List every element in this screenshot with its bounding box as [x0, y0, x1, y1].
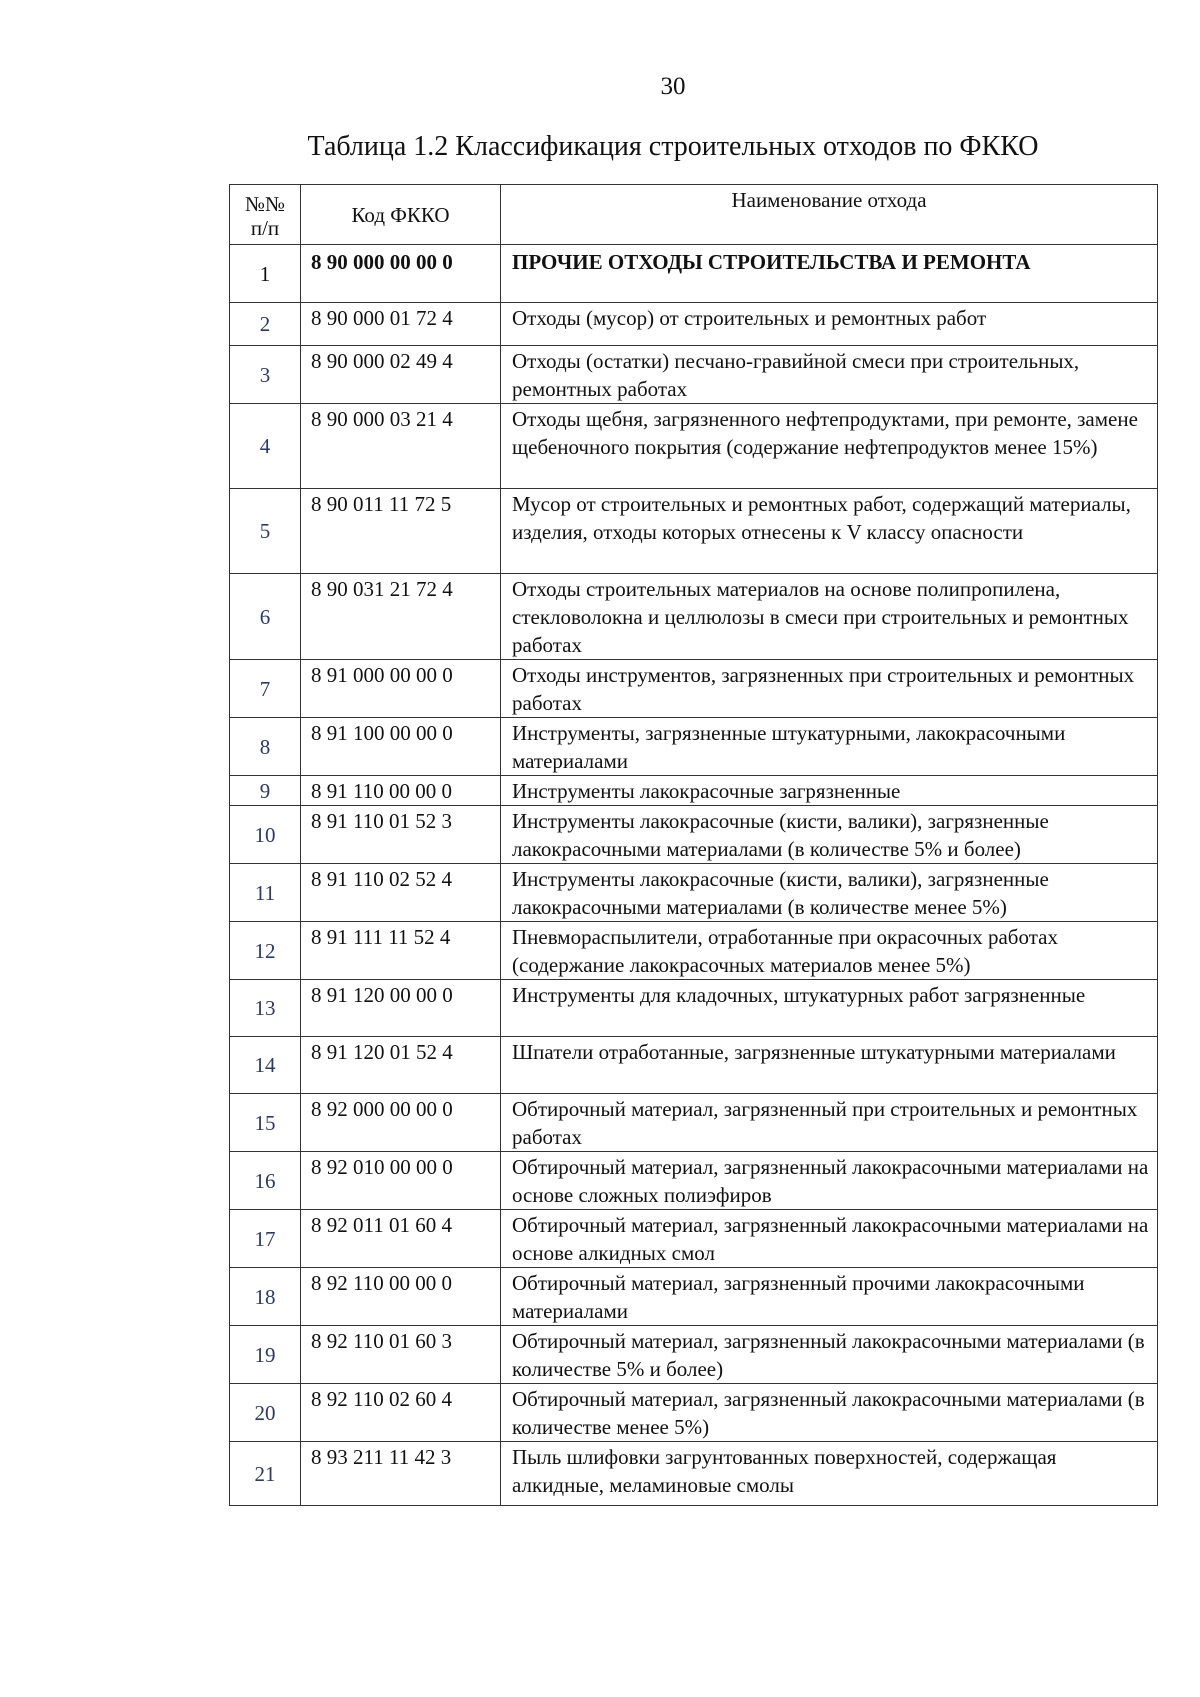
row-code: 8 92 011 01 60 4 — [301, 1210, 501, 1268]
row-number: 12 — [230, 922, 301, 980]
row-code: 8 90 000 03 21 4 — [301, 404, 501, 489]
row-code: 8 91 110 01 52 3 — [301, 806, 501, 864]
row-number: 19 — [230, 1326, 301, 1384]
row-number: 18 — [230, 1268, 301, 1326]
table-row — [230, 404, 1158, 489]
row-name: Обтирочный материал, загрязненный при строительных и ремонтных работах — [501, 1094, 1158, 1152]
table-row — [230, 245, 1158, 303]
row-name: Обтирочный материал, загрязненный прочими лакокрасочными материалами — [501, 1268, 1158, 1326]
row-code: 8 92 010 00 00 0 — [301, 1152, 501, 1210]
row-name: Отходы инструментов, загрязненных при строительных и ремонтных работах — [501, 660, 1158, 718]
row-number: 20 — [230, 1384, 301, 1442]
table-row — [230, 1152, 1158, 1210]
row-code: 8 92 110 02 60 4 — [301, 1384, 501, 1442]
row-code: 8 91 110 02 52 4 — [301, 864, 501, 922]
table-row — [230, 776, 1158, 806]
table-row — [230, 574, 1158, 660]
row-number: 3 — [230, 346, 301, 404]
table-row — [230, 806, 1158, 864]
table-row — [230, 1442, 1158, 1506]
row-name: Отходы строительных материалов на основе полипропилена, стекловолокна и целлюлозы в смеси при строительных и ремонтных работах — [501, 574, 1158, 660]
row-number: 17 — [230, 1210, 301, 1268]
row-name: Отходы (остатки) песчано-гравийной смеси при строительных, ремонтных работах — [501, 346, 1158, 404]
row-code: 8 90 000 01 72 4 — [301, 303, 501, 346]
table-row — [230, 922, 1158, 980]
row-code: 8 91 110 00 00 0 — [301, 776, 501, 806]
row-code: 8 90 000 02 49 4 — [301, 346, 501, 404]
row-code: 8 92 000 00 00 0 — [301, 1094, 501, 1152]
row-number: 9 — [230, 776, 301, 806]
row-number: 11 — [230, 864, 301, 922]
table-row — [230, 303, 1158, 346]
row-number: 4 — [230, 404, 301, 489]
header-code: Код ФККО — [301, 185, 501, 245]
table-row — [230, 1094, 1158, 1152]
row-name: Шпатели отработанные, загрязненные штукатурными материалами — [501, 1037, 1158, 1094]
row-number: 21 — [230, 1442, 301, 1506]
table-header — [230, 185, 1158, 245]
table-row — [230, 980, 1158, 1037]
table-caption: Таблица 1.2 Классификация строительных отходов по ФККО — [307, 131, 1039, 162]
table-row — [230, 1384, 1158, 1442]
row-name: Обтирочный материал, загрязненный лакокрасочными материалами (в количестве 5% и более) — [501, 1326, 1158, 1384]
row-code: 8 91 111 11 52 4 — [301, 922, 501, 980]
row-number: 15 — [230, 1094, 301, 1152]
row-name: Инструменты, загрязненные штукатурными, лакокрасочными материалами — [501, 718, 1158, 776]
row-code: 8 93 211 11 42 3 — [301, 1442, 501, 1506]
table-row — [230, 1037, 1158, 1094]
row-name: Обтирочный материал, загрязненный лакокрасочными материалами на основе сложных полиэфиров — [501, 1152, 1158, 1210]
row-name: Пыль шлифовки загрунтованных поверхностей, содержащая алкидные, меламиновые смолы — [501, 1442, 1158, 1506]
row-number: 5 — [230, 489, 301, 574]
header-row — [230, 185, 1158, 245]
page-number: 30 — [660, 73, 686, 100]
row-name: Инструменты лакокрасочные (кисти, валики), загрязненные лакокрасочными материалами (в количестве менее 5%) — [501, 864, 1158, 922]
header-name: Наименование отхода — [501, 185, 1158, 245]
row-code: 8 91 120 00 00 0 — [301, 980, 501, 1037]
row-number: 2 — [230, 303, 301, 346]
row-name: Обтирочный материал, загрязненный лакокрасочными материалами (в количестве менее 5%) — [501, 1384, 1158, 1442]
row-code: 8 90 011 11 72 5 — [301, 489, 501, 574]
table-row — [230, 660, 1158, 718]
table-row — [230, 346, 1158, 404]
row-number: 13 — [230, 980, 301, 1037]
row-number: 14 — [230, 1037, 301, 1094]
table-row — [230, 1326, 1158, 1384]
row-name: Инструменты лакокрасочные (кисти, валики), загрязненные лакокрасочными материалами (в количестве 5% и более) — [501, 806, 1158, 864]
table-body — [230, 245, 1158, 1506]
table-row — [230, 489, 1158, 574]
row-number: 16 — [230, 1152, 301, 1210]
row-name: ПРОЧИЕ ОТХОДЫ СТРОИТЕЛЬСТВА И РЕМОНТА — [501, 245, 1158, 303]
row-number: 7 — [230, 660, 301, 718]
row-name: Обтирочный материал, загрязненный лакокрасочными материалами на основе алкидных смол — [501, 1210, 1158, 1268]
header-number-line2: п/п — [250, 215, 280, 240]
row-number: 8 — [230, 718, 301, 776]
row-code: 8 91 100 00 00 0 — [301, 718, 501, 776]
table-row — [230, 718, 1158, 776]
row-code: 8 92 110 01 60 3 — [301, 1326, 501, 1384]
row-name: Инструменты для кладочных, штукатурных работ загрязненные — [501, 980, 1158, 1037]
header-number-line1: №№ — [244, 191, 286, 216]
row-code: 8 91 000 00 00 0 — [301, 660, 501, 718]
row-code: 8 90 000 00 00 0 — [301, 245, 501, 303]
row-name: Мусор от строительных и ремонтных работ, содержащий материалы, изделия, отходы которых отнесены к V классу опасности — [501, 489, 1158, 574]
row-number: 6 — [230, 574, 301, 660]
row-name: Пневмораспылители, отработанные при окрасочных работах (содержание лакокрасочных материалов менее 5%) — [501, 922, 1158, 980]
row-name: Отходы (мусор) от строительных и ремонтных работ — [501, 303, 1158, 346]
row-code: 8 91 120 01 52 4 — [301, 1037, 501, 1094]
row-number: 1 — [230, 245, 301, 303]
row-name: Отходы щебня, загрязненного нефтепродуктами, при ремонте, замене щебеночного покрытия (содержание нефтепродуктов менее 15%) — [501, 404, 1158, 489]
row-number: 10 — [230, 806, 301, 864]
header-number — [230, 185, 301, 245]
table-row — [230, 1210, 1158, 1268]
table-row — [230, 1268, 1158, 1326]
waste-classification-table — [229, 184, 1158, 1506]
row-code: 8 90 031 21 72 4 — [301, 574, 501, 660]
table-row — [230, 864, 1158, 922]
row-name: Инструменты лакокрасочные загрязненные — [501, 776, 1158, 806]
row-code: 8 92 110 00 00 0 — [301, 1268, 501, 1326]
